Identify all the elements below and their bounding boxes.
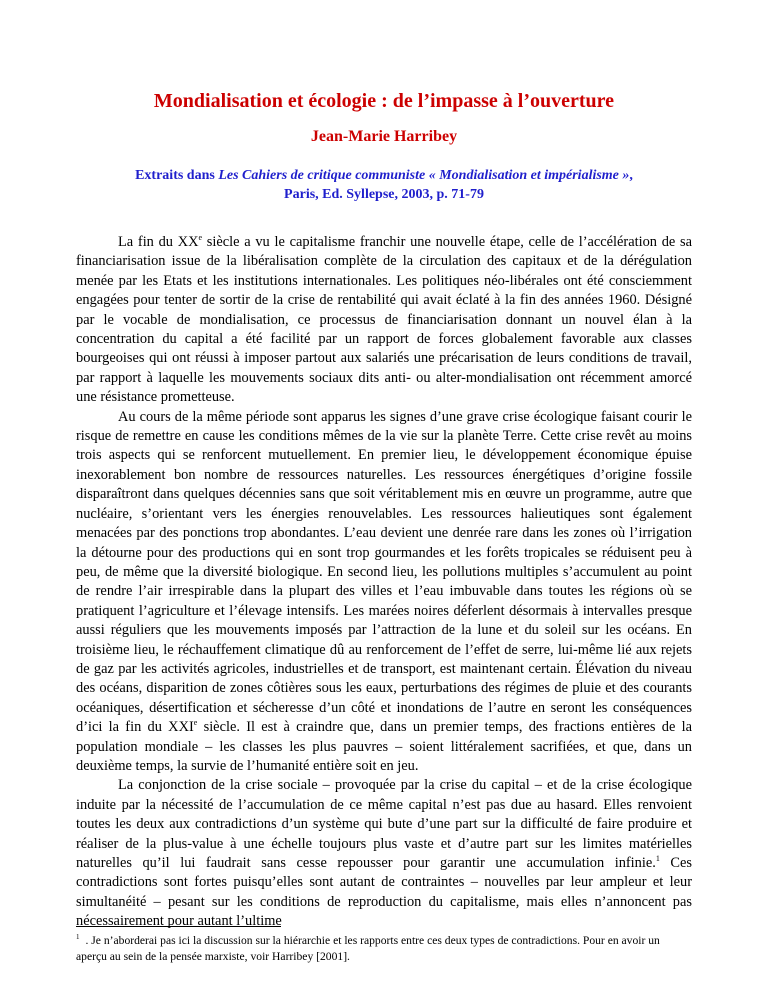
footnote-divider: [76, 926, 281, 927]
paragraph-2-text-a: Au cours de la même période sont apparus les signes d’une grave crise écologique faisant courir le risque de remettre en cause les conditions mêmes de la vie sur la planète Terre. Cette crise revêt au moins trois aspects qui se renforcent mutuellement. En premier lieu, le développement économique épuise inexorablement bon nombre de ressources naturelles. Les ressources énergétiques d’origine fossile disparaîtront dans quelques décennies sans que soit véritablement mis en œuvre un programme, autre que nucléaire, s’orientant vers les énergies renouvelables. Les ressources halieutiques sont également menacées par des ponctions trop abondantes. L’eau devient une denrée rare dans les zones où l’irrigation la détourne pour des productions qui en sont trop gourmandes et les forêts tropicales se réduisent peu à peu, de même que la diversité biologique. En second lieu, les pollutions multiples s’accumulent au point de rendre l’air irrespirable dans la plupart des villes et l’eau imbuvable dans toutes les régions où se pratiquent l’agriculture et l’élevage intensifs. Les marées noires déferlent désormais à intervalles presque aussi réguliers que les mouvements imposés par l’attraction de la lune et du soleil sur les océans. En troisième lieu, le réchauffement climatique dû au renforcement de l’effet de serre, lui-même lié aux rejets de gaz par les activités agricoles, industrielles et de transport, est maintenant certain. Élévation du niveau des océans, disparition de zones côtières sous les eaux, perturbations des régimes de pluie et des courants océaniques, désertification et sécheresse d’un côté et inondations de l’autre en seront les conséquences d’ici la fin du XXI: [76, 408, 692, 736]
footnote-text: . Je n’aborderai pas ici la discussion sur la hiérarchie et les rapports entre ces deux types de contradictions. Pour en avoir un aperçu au sein de la pensée marxiste, voir Harribey [2001].: [76, 934, 660, 963]
paragraph-1-text-b: siècle a vu le capitalisme franchir une nouvelle étape, celle de l’accélération de sa financiarisation issue de la libéralisation complète de la circulation des capitaux et de la dérégulation menée par les Etats et les institutions internationales. Les politiques néo-libérales ont été consciemment engagées pour tenter de sortir de la crise de rentabilité qui avait éclaté à la fin des années 1960. Désigné par le vocable de mondialisation, ce processus de financiarisation donnant un nouvel élan à la concentration du capital a été facilité par un rapport de forces globalement favorable aux classes bourgeoises qui ont réussi à imposer partout aux salariés une précarisation de leurs conditions de travail, par rapport à laquelle les mouvements sociaux dits anti- ou alter-mondialisation ont récemment amorcé une résistance prometteuse.: [76, 234, 692, 406]
footnote: [76, 933, 692, 965]
paragraph-2-text-b: siècle. Il est à craindre que, dans un premier temps, des fractions entières de la population mondiale – les classes les plus pauvres – soient littéralement sacrifiées, et que, dans un deuxième temps, la survie de l’humanité entière soit en jeu.: [76, 719, 692, 774]
author-name: Jean-Marie Harribey: [310, 128, 458, 145]
source-citation: [110, 166, 658, 204]
footnote-reference[interactable]: 1: [655, 854, 660, 864]
superscript-e: e: [193, 718, 198, 728]
paragraph-3: [76, 776, 692, 931]
footnote-marker: 1: [76, 933, 80, 942]
source-suffix: ,: [629, 168, 633, 183]
paragraph-3-text-a: La conjonction de la crise sociale – provoquée par la crise du capital – et de la crise écologique induite par la nécessité de l’accumulation de ce même capital n’est pas due au hasard. Elles renvoient toutes les deux aux contradictions d’un système qui bute d’une part sur la difficulté de faire produire et réaliser de la plus-value à une échelle toujours plus vaste et d’autre part sur les limites matérielles naturelles qu’il lui faudrait sans cesse repousser pour garantir une accumulation infinie.: [76, 777, 692, 871]
paragraph-1: [76, 233, 692, 408]
superscript-e: e: [198, 233, 203, 243]
source-journal-title: Les Cahiers de critique communiste « Mondialisation et impérialisme »: [218, 168, 630, 183]
article-body: [76, 233, 692, 932]
paragraph-3-text-b: Ces contradictions sont fortes puisqu’elles sont autant de contraintes – nouvelles par leur ampleur et leur simultanéité – pesant sur les conditions de reproduction du capitalisme, mais elles n’annoncent pas nécessairement pour autant l’ultime: [76, 855, 692, 930]
paragraph-2: [76, 408, 692, 777]
source-prefix: Extraits dans: [135, 168, 219, 183]
document-title: Mondialisation et écologie : de l’impasse à l’ouverture: [153, 90, 615, 112]
paragraph-1-text-a: La fin du XX: [118, 234, 199, 250]
source-publisher: Paris, Ed. Syllepse, 2003, p. 71-79: [284, 187, 484, 202]
